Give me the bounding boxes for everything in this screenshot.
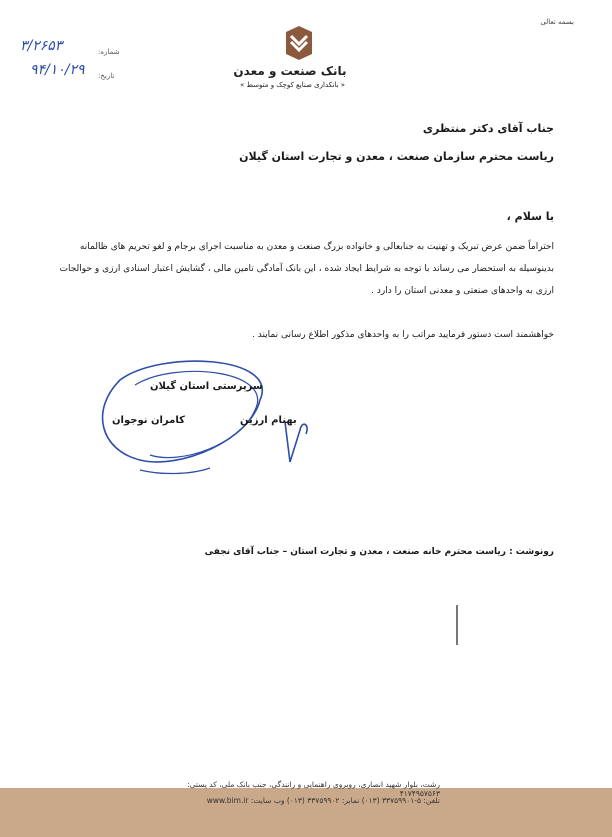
signature-name-left: کامران نوجوان xyxy=(112,415,185,426)
bank-tagline: « بانکداری صنایع کوچک و متوسط » xyxy=(239,81,346,89)
bank-name: بانک صنعت و معدن xyxy=(233,64,347,78)
letter-number: ۳/۲۶۵۳ xyxy=(20,38,63,54)
number-label: شماره: xyxy=(98,48,120,56)
signature-name-right: بهنام ارزین xyxy=(240,415,297,426)
letter-body: احتراماً ضمن عرض تبریک و تهنیت به جنابعالی و خانواده بزرگ صنعت و معدن به مناسبت اجرای برجام و لغو تحریم های ظالمانه بدینوسیله به استحضار می رساند با توجه به شرایط ایجاد شده ، این بانک آمادگی تامین مالی ، گشایش اعتبار اسنادی ارزی و حوالجات ارزی به واحدهای صنعتی و معدنی استان را دارد . xyxy=(59,242,554,296)
recipient-title: ریاست محترم سازمان صنعت ، معدن و تجارت استان گیلان xyxy=(239,150,554,163)
recipient-name: جناب آقای دکتر منتظری xyxy=(422,122,554,135)
footer-address: رشت، بلوار شهید انصاری، روبروی راهنمایی و رانندگی، جنب بانک ملی، کد پستی: ۴۱۷۴۹۵۷۵۶۳ xyxy=(187,780,440,798)
letter-closing: خواهشمند است دستور فرمایید مراتب را به واحدهای مذکور اطلاع رسانی نمایند . xyxy=(252,330,554,340)
salutation: با سلام ، xyxy=(506,210,554,223)
cc-line: رونوشت : ریاست محترم خانه صنعت ، معدن و تجارت استان – جناب آقای نجفی xyxy=(204,547,554,557)
signature-supervisor: سرپرستی استان گیلان xyxy=(150,381,263,392)
letter-date: ۹۴/۱۰/۲۹ xyxy=(30,62,85,78)
footer-contact: تلفن: ۵-۳۳۷۵۹۹۰۱ (۰۱۳) نمابر: ۳۳۷۵۹۹۰۲ (۰۱۳) وب سایت: www.bim.ir xyxy=(206,796,440,805)
margin-mark xyxy=(456,605,458,645)
bank-logo-icon xyxy=(280,24,318,62)
basmala-text: بسمه تعالی xyxy=(540,18,574,26)
date-label: تاریخ: xyxy=(98,72,115,80)
